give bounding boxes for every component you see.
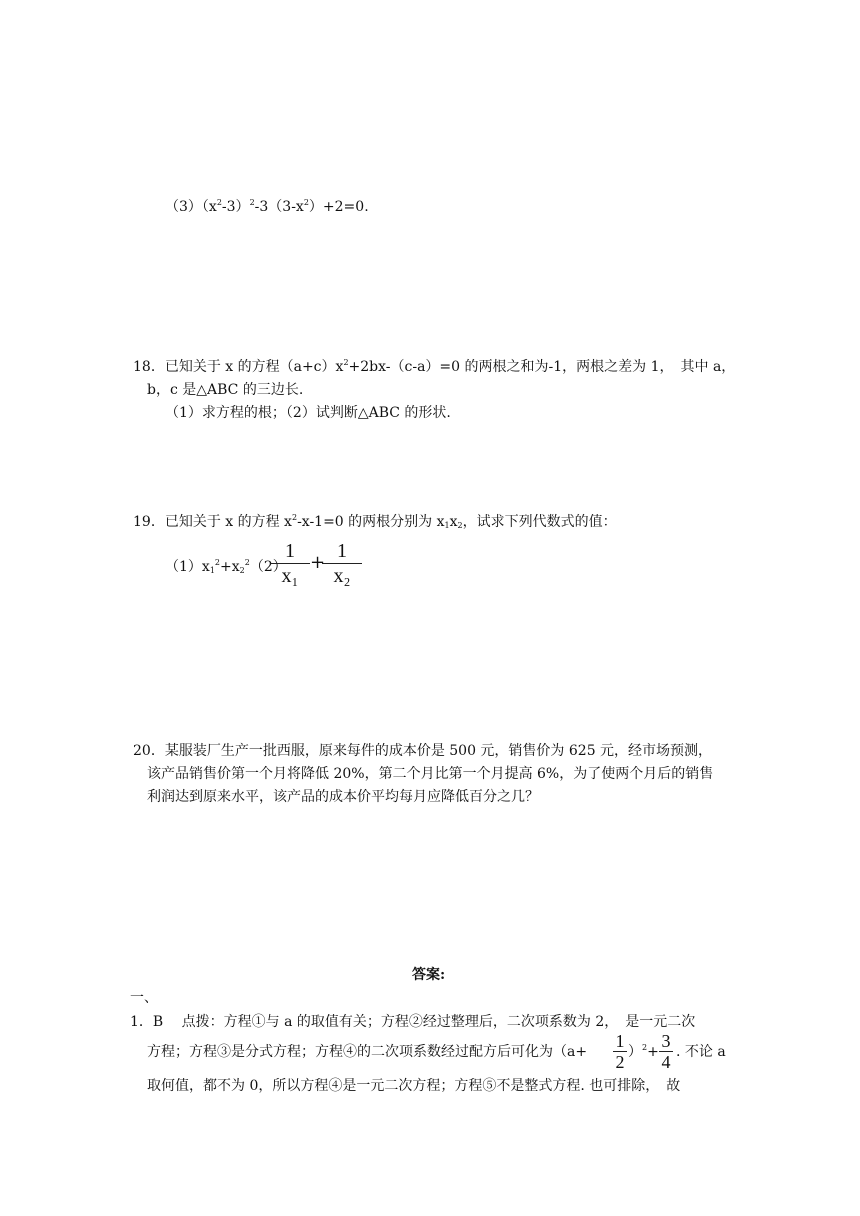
answers-title: 答案: [412, 967, 446, 983]
q19-line1: 19．已知关于 x 的方程 $x^2-x-1=0$ 的两根分别为 $x_1x_2$，试求下列代数式的值： [133, 513, 617, 530]
q20-line1: 20．某服装厂生产一批西服，原来每件的成本价是 500 元，销售价为 625 元，经市场预测， [133, 743, 713, 759]
answers-section: 一、 [130, 990, 158, 1006]
q19-fraction-2: 1 x₂ [322, 540, 362, 587]
answer-1-line3: 取何值，都不为 0，所以方程④是一元二次方程；方程⑤不是整式方程. 也可排除， 故 [147, 1078, 681, 1094]
answer-fraction-three-quarters: 3 4 [659, 1032, 673, 1071]
q20-line3: 利润达到原来水平，该产品的成本价平均每月应降低百分之几？ [147, 789, 539, 805]
q19-fraction-1: 1 x₁ [270, 540, 310, 587]
answer-fraction-half: 1 2 [613, 1032, 627, 1071]
q17-part3: $(3)(x^2-3)^2-3(3-x^2)+2=0$. [165, 198, 369, 215]
answer-1-line2: 方程；方程③是分式方程；方程④的二次项系数经过配方后可化为（a+ [147, 1044, 588, 1060]
q18-line2: b，c 是△ABC 的三边长. [147, 382, 304, 398]
q18-line1: 18．已知关于 x 的方程$(a+c)x^2+2bx-(c-a)=0$ 的两根之和为-1，两根之差为 1， 其中 a， [133, 358, 736, 375]
q18-line3: （1）求方程的根；（2）试判断△ABC 的形状. [165, 405, 451, 421]
q19-plus-sign: + [310, 552, 326, 573]
q20-line2: 该产品销售价第一个月将降低 20%，第二个月比第一个月提高 6%，为了使两个月后的销售 [147, 766, 714, 782]
answer-1-line1: 1．B 点拨：方程①与 a 的取值有关；方程②经过整理后，二次项系数为 2， 是一元二次 [130, 1014, 696, 1030]
q19-parts: $(1)x_1^2+x_2^2(2)$ [165, 558, 287, 575]
answer-1-line2-mid: ）$^2$+ [628, 1043, 659, 1060]
answer-1-line2-end: . 不论 a [676, 1044, 726, 1060]
